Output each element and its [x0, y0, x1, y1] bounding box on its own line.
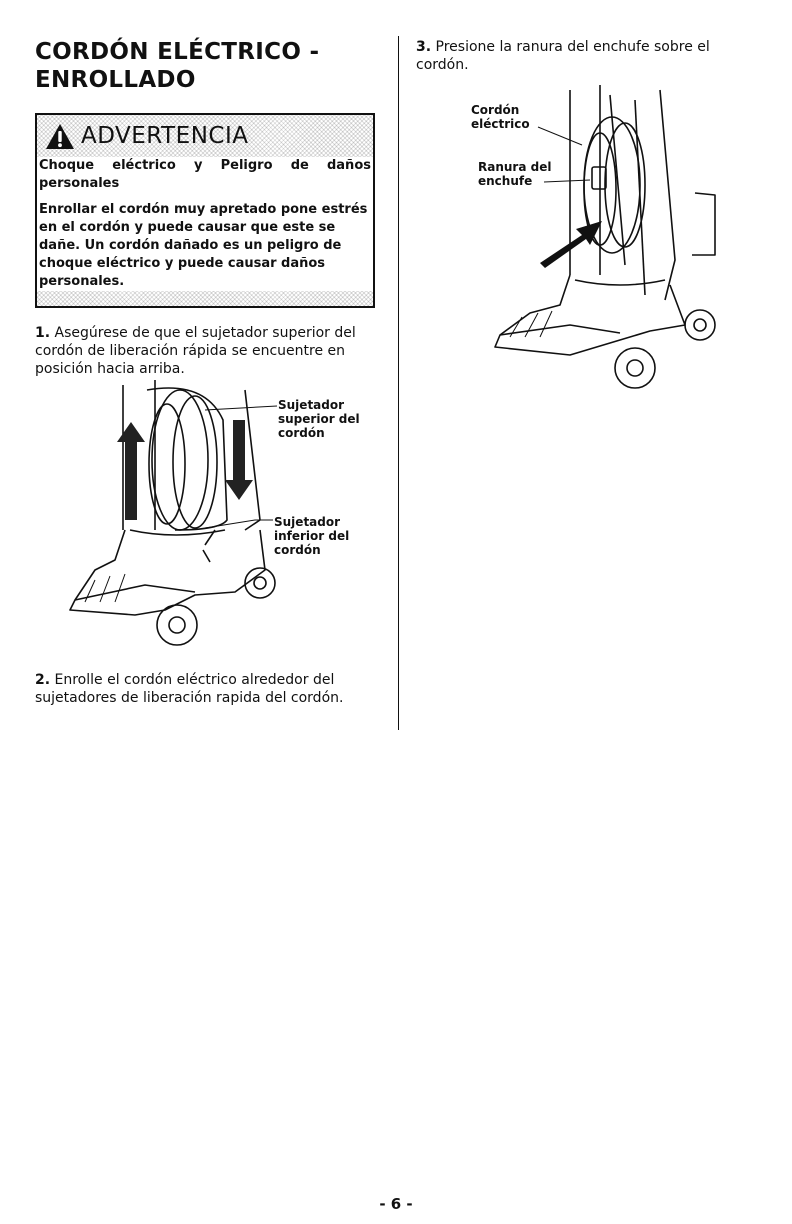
warning-text-block — [37, 157, 373, 291]
step-3-text: Presione la ranura del enchufe sobre el cordón. — [416, 39, 710, 73]
vacuum-plug-slot-illustration — [460, 85, 750, 415]
page-title: CORDÓN ELÉCTRICO - ENROLLADO — [35, 39, 320, 93]
step-number: 2. — [35, 672, 51, 688]
callout-upper-cord-hook: Sujetador superior del cordón — [278, 398, 368, 440]
column-divider — [398, 36, 399, 730]
callout-power-cord: Cordón eléctrico — [471, 103, 530, 131]
warning-title: ADVERTENCIA — [81, 123, 249, 149]
callout-lower-cord-hook: Sujetador inferior del cordón — [274, 515, 364, 557]
step-1 — [35, 324, 380, 378]
warning-header — [45, 121, 369, 151]
warning-subheading: Choque eléctrico y Peligro de daños personales — [39, 158, 371, 191]
warning-body: Enrollar el cordón muy apretado pone estrés en el cordón y puede causar que este se dañe. Un cordón dañado es un peligro de choque eléctrico y puede causar daños personales. — [39, 202, 368, 289]
step-2 — [35, 671, 380, 707]
callout-plug-slot: Ranura del enchufe — [478, 160, 552, 188]
warning-triangle-icon — [45, 123, 75, 150]
step-number: 3. — [416, 39, 432, 55]
step-number: 1. — [35, 325, 51, 341]
step-2-text: Enrolle el cordón eléctrico alrededor del sujetadores de liberación rapida del cordón. — [35, 672, 344, 706]
page-number: - 6 - — [379, 1195, 413, 1213]
step-3 — [416, 38, 761, 74]
warning-box — [35, 113, 375, 308]
step-1-text: Asegúrese de que el sujetador superior del cordón de liberación rápida se encuentre en posición hacia arriba. — [35, 325, 356, 377]
